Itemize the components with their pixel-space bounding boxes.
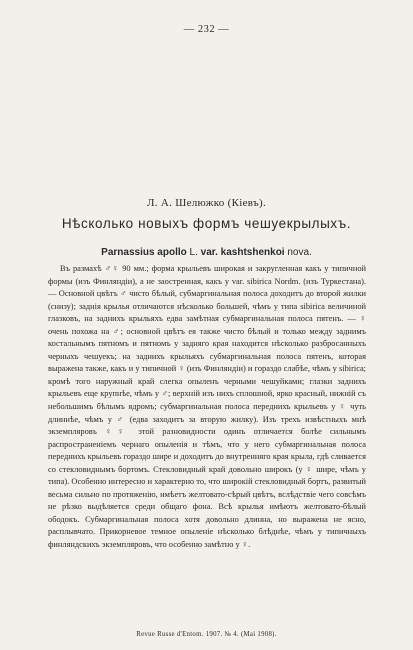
journal-footer: Revue Russe d'Entom. 1907. № 4. (Mai 1908). — [136, 631, 277, 638]
article-title: Нѣсколько новыхъ формъ чешуекрылыхъ. — [61, 216, 352, 231]
taxon-heading — [0, 247, 413, 258]
taxon-species: Parnassius apollo — [101, 247, 187, 258]
taxon-variety: var. kashtshenkoi — [200, 247, 285, 258]
taxon-suffix: nova. — [287, 247, 312, 258]
page-number: — 232 — — [183, 24, 230, 35]
taxon-author: L. — [189, 247, 198, 258]
body-paragraph: Въ размахѣ ♂♀ 90 мм.; форма крыльевъ широкая и закругленная какъ у типичной формы (изъ Финляндіи), а не заостренная, какъ у var. sibirica Nordm. (изъ Туркестана). — Основной цвѣтъ ♂ чисто бѣлый, субмаргинальная полоса доходитъ до второй жилки (снизу); заднія крылья отличаются нѣсколько большей, чѣмъ у типа sibirica величиной глазковъ, на заднихъ крыльяхъ едва замѣтная субмаргинальная полоса пятенъ. — ♀ очень похожа на ♂; основной цвѣтъ ея также чисто бѣлый и только между заднимъ костальнымъ пятномъ и пятномъ у задняго края находится нѣсколько разбросанныхъ черныхъ чешуекъ; на заднихъ крыльяхъ субмаргинальная полоса пятенъ, которая выражена также, какъ и у типичной ♀ (изъ Финляндіи) и гораздо слабѣе, чѣмъ у sibirica; кромѣ того наружный край слегка опыленъ черными чешуйками; глазки заднихъ крыльевъ еще крупнѣе, чѣмъ у ♂; верхній изъ нихъ сплошной, ярко красный, нижній съ небольшимъ бѣлымъ ядромъ; субмаргинальная полоса переднихъ крыльевъ у ♀ чуть длиннѣе, чѣмъ у ♂ (едва заходитъ за вторую жилку). Изъ трехъ извѣстныхъ мнѣ экземпляровъ ♀♀ этой разновидности одинъ отличается болѣе сильнымъ распространеніемъ чернаго опыленія и тѣмъ, что у него субмаргинальная полоса переднихъ крыльевъ гораздо шире и доходитъ до внутренняго края крыла, гдѣ сливается со стекловиднымъ бортомъ. Стекловидный край довольно широкъ (у ♀ шире, чѣмъ у типа). Особенно интересно и характерно то, что широкій стекловидный бортъ, развитый весьма сильно по протяженію, имѣетъ желтовато-сѣрый цвѣтъ, вслѣдствіе чего совсѣмъ не рѣзко выдѣляется среди общаго фона. Всѣ крылья имѣютъ желтовато-бѣлый ободокъ. Субмаргинальная полоса хотя довольно длинна, но выражена не ясно, расплывчато. Прикорневое темное опыленіе нѣсколько блѣднѣе, чѣмъ у типичныхъ финляндскихъ экземпляровъ, что особенно замѣтно у ♀. — [48, 264, 366, 550]
article-body — [48, 263, 366, 552]
article-author: Л. А. Шелюжко (Кіевъ). — [146, 197, 266, 209]
